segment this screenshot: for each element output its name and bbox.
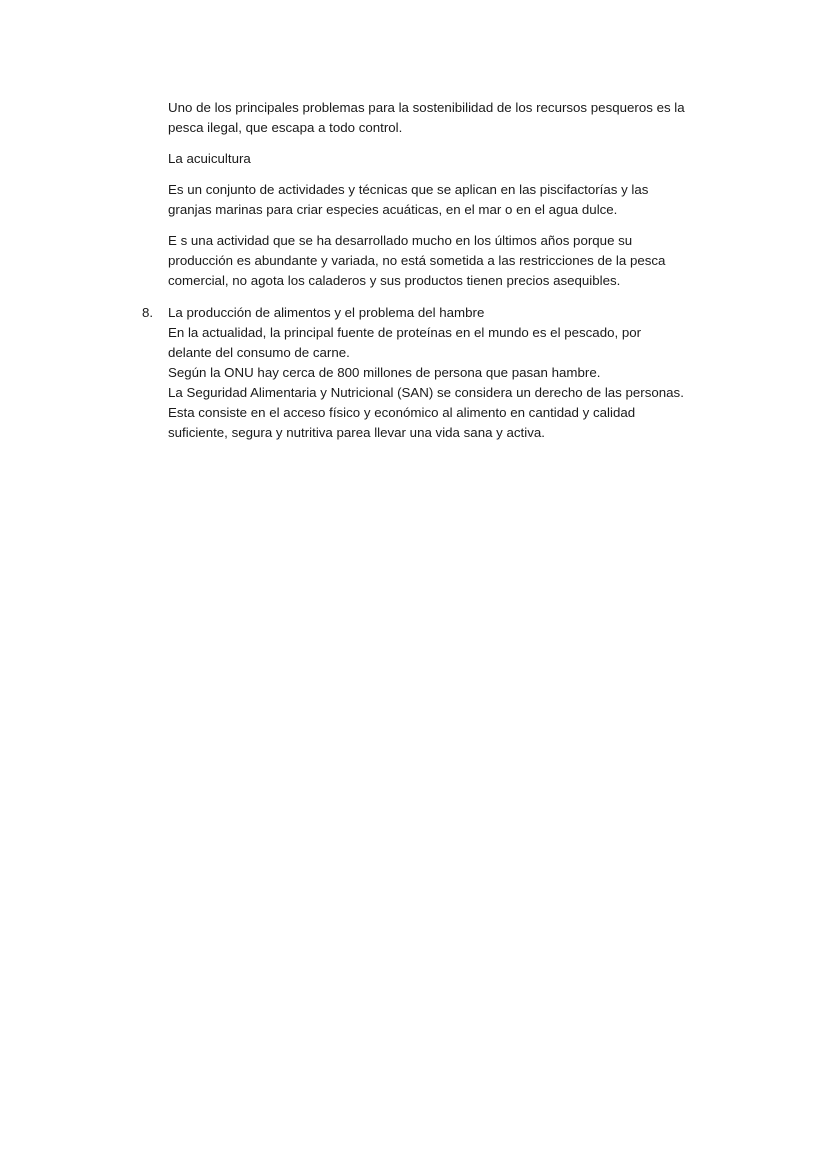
text-line: E s una actividad que se ha desarrollado mucho en los últimos años porque su	[168, 233, 633, 248]
document-body	[142, 98, 728, 443]
text-line: comercial, no agota los caladeros y sus productos tienen precios asequibles.	[168, 273, 621, 288]
text-line: granjas marinas para criar especies acuáticas, en el mar o en el agua dulce.	[168, 202, 618, 217]
text-line: La Seguridad Alimentaria y Nutricional (SAN) se considera un derecho de las personas.	[168, 385, 684, 400]
text-line: Según la ONU hay cerca de 800 millones de persona que pasan hambre.	[168, 365, 601, 380]
paragraph-acuicultura-definition	[168, 180, 728, 220]
paragraph-acuicultura-development	[168, 231, 728, 291]
text-line: pesca ilegal, que escapa a todo control.	[168, 120, 403, 135]
text-line: En la actualidad, la principal fuente de proteínas en el mundo es el pescado, por	[168, 325, 642, 340]
heading-text: La acuicultura	[168, 151, 251, 166]
text-line: suficiente, segura y nutritiva parea llevar una vida sana y activa.	[168, 425, 545, 440]
text-line: producción es abundante y variada, no está sometida a las restricciones de la pesca	[168, 253, 666, 268]
numbered-list-item-8	[142, 303, 728, 443]
text-line: Uno de los principales problemas para la sostenibilidad de los recursos pesqueros es la	[168, 100, 685, 115]
list-item-title: La producción de alimentos y el problema del hambre	[168, 305, 485, 320]
text-line: Esta consiste en el acceso físico y económico al alimento en cantidad y calidad	[168, 405, 636, 420]
paragraph-illegal-fishing	[168, 98, 728, 138]
text-line: delante del consumo de carne.	[168, 345, 350, 360]
text-line: Es un conjunto de actividades y técnicas que se aplican en las piscifactorías y las	[168, 182, 649, 197]
section-heading-acuicultura	[168, 149, 728, 169]
list-number: 8.	[142, 305, 154, 320]
